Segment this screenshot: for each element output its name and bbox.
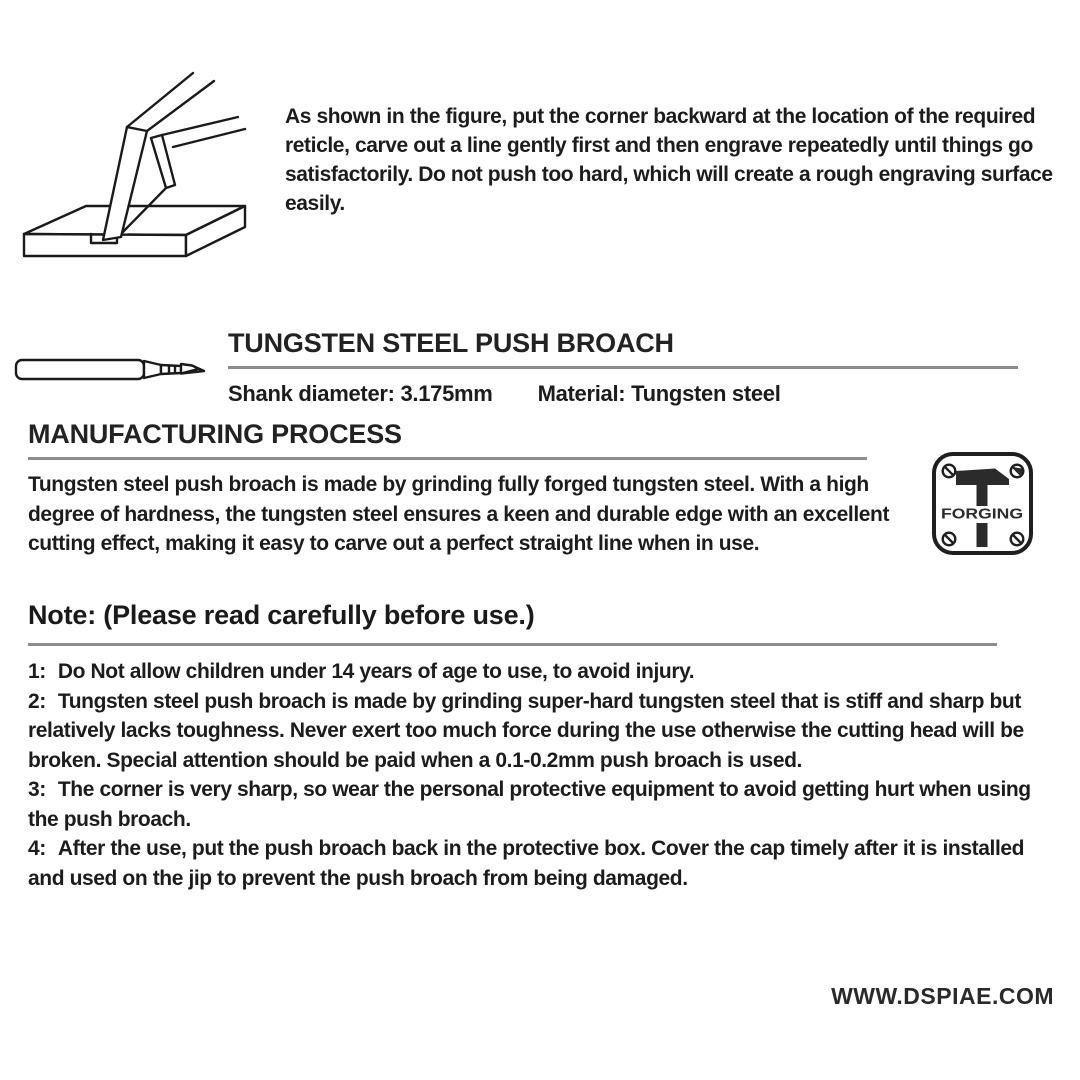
note-item-1 — [28, 657, 1042, 687]
note-item-4 — [28, 834, 1042, 893]
note-item-number: 3: — [28, 778, 46, 801]
note-heading: Note: (Please read carefully before use.) — [28, 600, 535, 630]
note-item-text: Do Not allow children under 14 years of age to use, to avoid injury. — [57, 660, 695, 683]
note-item-text: The corner is very sharp, so wear the personal protective equipment to avoid getting hurt when using the push broach. — [28, 778, 1031, 831]
spec-material: Material: Tungsten steel — [537, 381, 781, 406]
broach-side-view-icon — [14, 348, 209, 394]
product-title: TUNGSTEN STEEL PUSH BROACH — [228, 328, 674, 358]
note-item-text: Tungsten steel push broach is made by grinding super-hard tungsten steel that is stiff and sharp but relatively lacks toughness. Never exert too much force during the use otherwise the cutting head will be broken. Special attention should be paid when a 0.1-0.2mm push broach is used. — [28, 689, 1024, 772]
note-item-3 — [28, 775, 1042, 834]
manufacturing-paragraph: Tungsten steel push broach is made by grinding fully forged tungsten steel. With a high degree of hardness, the tungsten steel ensures a keen and durable edge with an excellent cutting effect, making it easy to carve out a perfect straight line when in use. — [28, 473, 890, 555]
note-list — [28, 657, 1042, 893]
note-item-number: 2: — [28, 689, 46, 713]
note-item-number: 4: — [28, 837, 46, 860]
intro-paragraph: As shown in the figure, put the corner backward at the location of the required reticle, carve out a line gently first and then engrave repeatedly until things go satisfactorily. Do not push too hard, which will create a rough engraving surface easily. — [285, 105, 1053, 215]
manufacturing-heading: MANUFACTURING PROCESS — [28, 419, 402, 449]
spec-shank-diameter: Shank diameter: 3.175mm — [228, 381, 493, 406]
note-item-number: 1: — [28, 660, 46, 683]
note-divider — [28, 643, 997, 646]
spec-row — [228, 381, 781, 407]
manufacturing-divider — [28, 457, 867, 460]
forging-badge-label: FORGING — [941, 506, 1023, 523]
title-divider — [228, 366, 1018, 369]
forging-badge-icon — [931, 451, 1035, 557]
note-item-2 — [28, 687, 1042, 776]
engraving-diagram-icon — [22, 66, 252, 271]
website-url: WWW.DSPIAE.COM — [831, 983, 1054, 1009]
note-item-text: After the use, put the push broach back in the protective box. Cover the cap timely after it is installed and used on the jip to prevent the push broach from being damaged. — [28, 837, 1025, 890]
